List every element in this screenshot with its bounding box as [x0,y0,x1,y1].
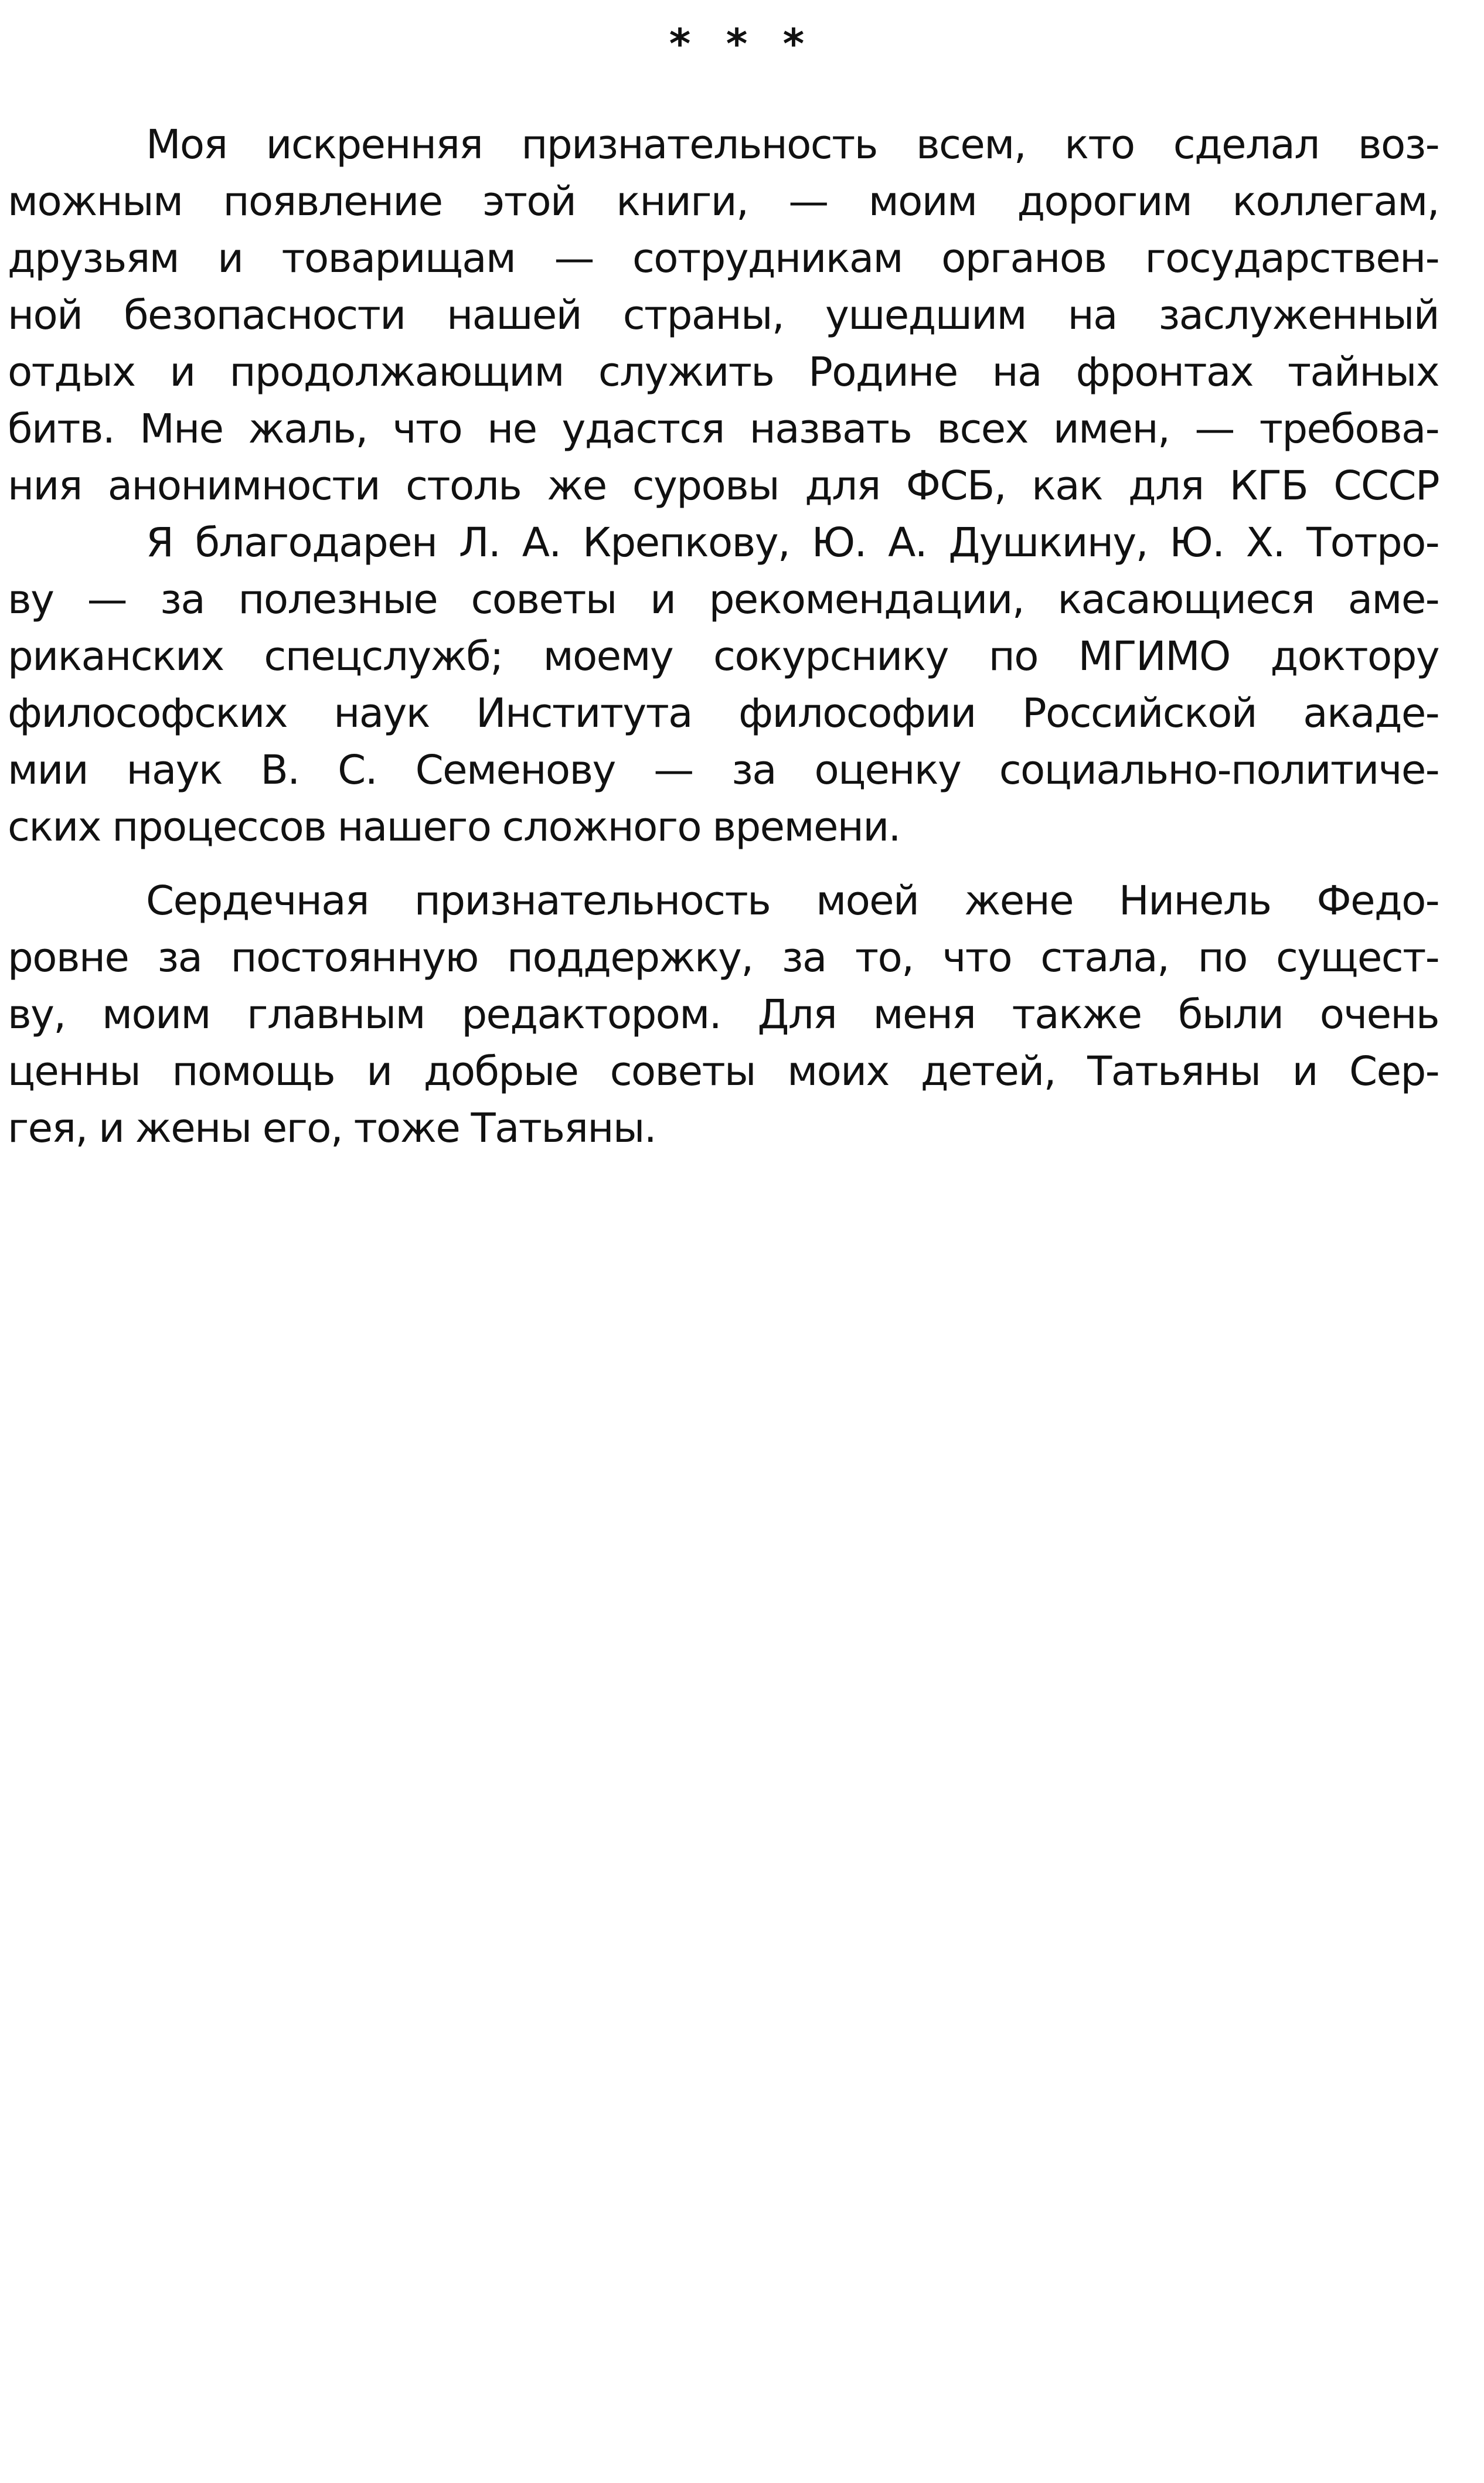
paragraph-3-line-2: ровне за постоянную поддержку, за то, что стала, по сущест- [8,934,1439,981]
paragraph-1-line-7: ния анонимности столь же суровы для ФСБ, как для КГБ СССР [8,462,1439,509]
section-separator: * * * [669,20,815,68]
paragraph-2-line-2: ву — за полезные советы и рекомендации, касающиеся аме- [8,576,1439,623]
paragraph-2-line-1: Я благодарен Л. А. Крепкову, Ю. А. Душкину, Ю. Х. Тотро- [146,519,1439,566]
paragraph-2-line-6: ских процессов нашего сложного времени. [8,804,900,851]
paragraph-1-line-3: друзьям и товарищам — сотрудникам органов государствен- [8,235,1439,282]
paragraph-3-line-3: ву, моим главным редактором. Для меня также были очень [8,991,1439,1038]
paragraph-1-line-1: Моя искренняя признательность всем, кто сделал воз- [146,121,1439,168]
paragraph-2-line-4: философских наук Института философии Российской акаде- [8,690,1439,737]
paragraph-1-line-2: можным появление этой книги, — моим дорогим коллегам, [8,178,1439,225]
paragraph-1-line-4: ной безопасности нашей страны, ушедшим на заслуженный [8,292,1439,339]
paragraph-1-line-5: отдых и продолжающим служить Родине на фронтах тайных [8,349,1439,396]
paragraph-3-line-4: ценны помощь и добрые советы моих детей, Татьяны и Сер- [8,1048,1439,1095]
paragraph-1-line-6: битв. Мне жаль, что не удастся назвать всех имен, — требова- [8,406,1439,453]
paragraph-2-line-5: мии наук В. С. Семенову — за оценку социально-политиче- [8,747,1439,794]
paragraph-3-line-1: Сердечная признательность моей жене Нинель Федо- [146,877,1439,924]
paragraph-2-line-3: риканских спецслужб; моему сокурснику по МГИМО доктору [8,633,1439,680]
paragraph-3-line-5: гея, и жены его, тоже Татьяны. [8,1105,656,1152]
